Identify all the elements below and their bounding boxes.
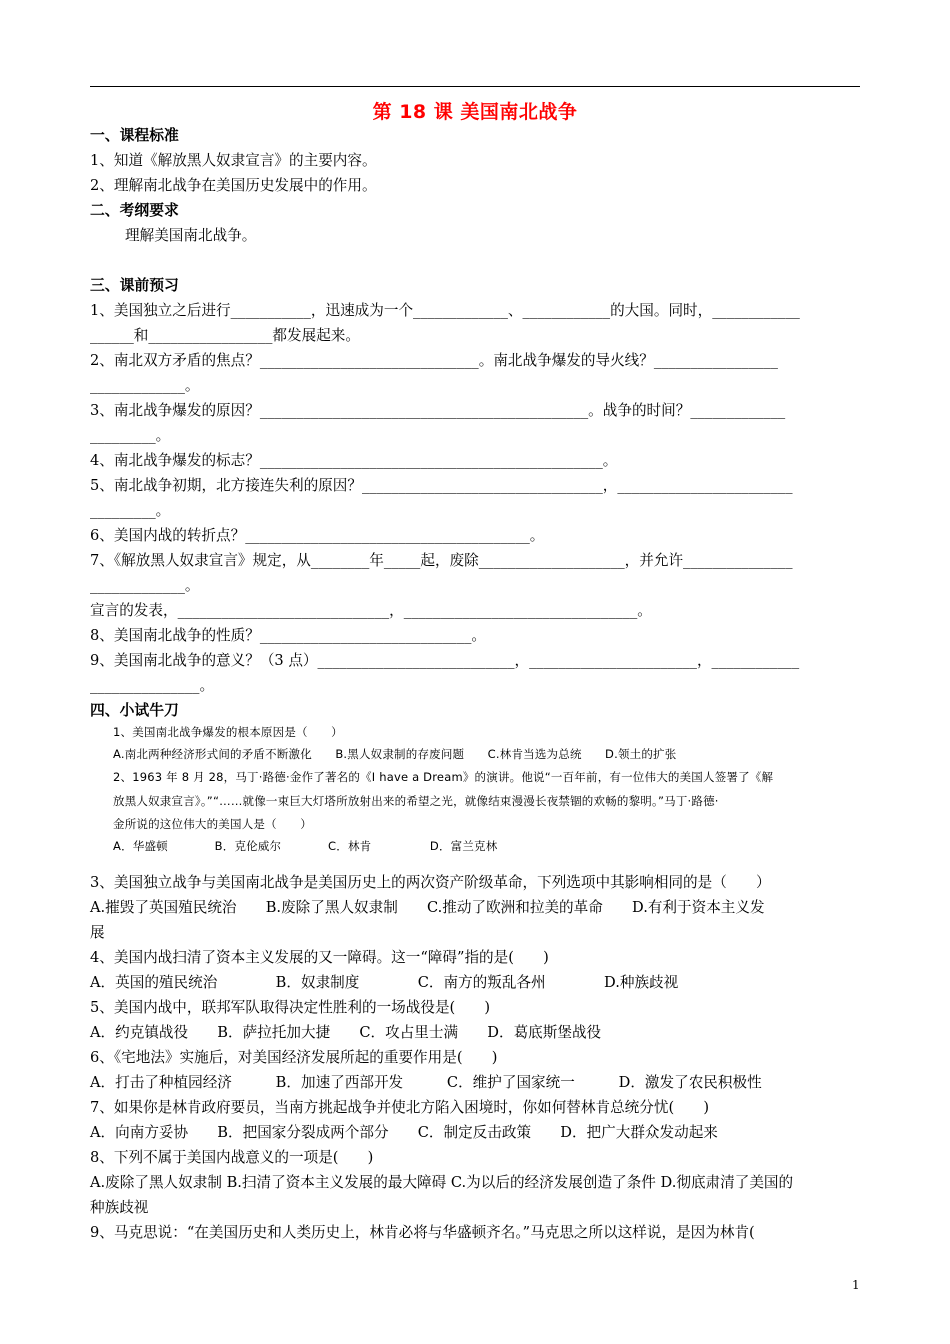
text-line-q4: 4、美国内战扫清了资本主义发展的又一障碍。这一“障碍”指的是( ) [90,949,549,966]
text-line-sec4: 四、小试牛刀 [90,702,179,719]
text-line-p8: 8、美国南北战争的性质？_____________________________。 [90,627,487,644]
text-line-q8: 8、下列不属于美国内战意义的一项是( ) [90,1149,374,1166]
text-line-q4o: A．英国的殖民统治 B．奴隶制度 C．南方的叛乱各州 D.种族歧视 [90,974,679,991]
text-line-q5: 5、美国内战中，联邦军队取得决定性胜利的一场战役是( ) [90,999,491,1016]
text-line-p7c: 宣言的发表，_____________________________，________________________________。 [90,602,652,619]
text-line-p2a: 2、南北双方矛盾的焦点？______________________________。南北战争爆发的导火线？_________________ [90,352,778,369]
text-line-s2-1: 理解美国南北战争。 [125,227,257,244]
text-line-q8o2: 种族歧视 [90,1199,149,1216]
text-line-sec3: 三、课前预习 [90,277,179,294]
text-line-q7o: A．向南方妥协 B．把国家分裂成两个部分 C．制定反击政策 D．把广大群众发动起来 [90,1124,718,1141]
text-line-p1a: 1、美国独立之后进行___________，迅速成为一个_____________、____________的大国。同时，____________ [90,302,800,319]
text-line-p1b: ______和_________________都发展起来。 [90,327,360,344]
text-line-p7b: _____________。 [90,577,200,594]
text-line-p5a: 5、南北战争初期，北方接连失利的原因？_________________________________，________________________ [90,477,793,494]
text-line-p7a: 7、《解放黑人奴隶宣言》规定，从________年_____起，废除____________________，并允许_______________ [90,552,793,569]
text-line-q8o: A.废除了黑人奴隶制 B.扫清了资本主义发展的最大障碍 C.为以后的经济发展创造了条件 D.彻底肃清了美国的 [90,1174,794,1191]
text-line-p9b: _______________。 [90,677,215,694]
text-line-q1o: A.南北两种经济形式间的矛盾不断激化 B.黑人奴隶制的存废问题 C.林肯当选为总统 D.领土的扩张 [113,747,677,761]
text-line-p6: 6、美国内战的转折点？_______________________________________。 [90,527,545,544]
text-line-q5o: A．约克镇战役 B．萨拉托加大捷 C．攻占里士满 D．葛底斯堡战役 [90,1024,602,1041]
page-title: 第 18 课 美国南北战争 [372,101,578,123]
text-line-p3a: 3、南北战争爆发的原因？_____________________________________________。战争的时间？_____________ [90,402,786,419]
text-line-q1: 1、美国南北战争爆发的根本原因是（ ） [113,725,343,739]
text-line-q6o: A．打击了种植园经济 B．加速了西部开发 C．维护了国家统一 D．激发了农民积极性 [90,1074,762,1091]
text-line-p3b: _________。 [90,427,171,444]
page-number: 1 [852,1278,860,1292]
text-line-p9a: 9、美国南北战争的意义？（3 点）___________________________，_______________________，____________ [90,652,800,669]
header-rule [90,86,860,87]
text-line-p2b: _____________。 [90,377,200,394]
text-line-sec2: 二、考纲要求 [90,202,179,219]
text-line-q3o2: 展 [90,924,105,941]
text-line-s1-1: 1、知道《解放黑人奴隶宣言》的主要内容。 [90,152,377,169]
text-line-q3o: A.摧毁了英国殖民统治 B.废除了黑人奴隶制 C.推动了欧洲和拉美的革命 D.有利于资本主义发 [90,899,765,916]
text-line-q3: 3、美国独立战争与美国南北战争是美国历史上的两次资产阶级革命，下列选项中其影响相同的是（ ） [90,874,771,891]
text-line-q2c: 金所说的这位伟大的美国人是（ ） [113,817,312,831]
text-line-q2a: 2、1963 年 8 月 28，马丁·路德·金作了著名的《I have a Dream》的演讲。他说“一百年前，有一位伟大的美国人签署了《解 [113,770,774,784]
text-line-q2b: 放黑人奴隶宣言》。”“……就像一束巨大灯塔所放射出来的希望之光，就像结束漫漫长夜禁锢的欢畅的黎明。”马丁·路德· [113,794,719,808]
text-line-q9: 9、马克思说：“在美国历史和人类历史上，林肯必将与华盛顿齐名。”马克思之所以这样说，是因为林肯( [90,1224,755,1241]
text-line-s1-2: 2、理解南北战争在美国历史发展中的作用。 [90,177,377,194]
text-line-q6: 6、《宅地法》实施后，对美国经济发展所起的重要作用是( ) [90,1049,498,1066]
text-line-q2o: A．华盛顿 B．克伦威尔 C．林肯 D．富兰克林 [113,839,498,853]
text-line-sec1: 一、课程标准 [90,127,179,144]
text-line-q7: 7、如果你是林肯政府要员，当南方挑起战争并使北方陷入困境时，你如何替林肯总统分忧( ) [90,1099,710,1116]
text-line-p5b: _________。 [90,502,171,519]
text-line-p4: 4、南北战争爆发的标志？_______________________________________________。 [90,452,618,469]
